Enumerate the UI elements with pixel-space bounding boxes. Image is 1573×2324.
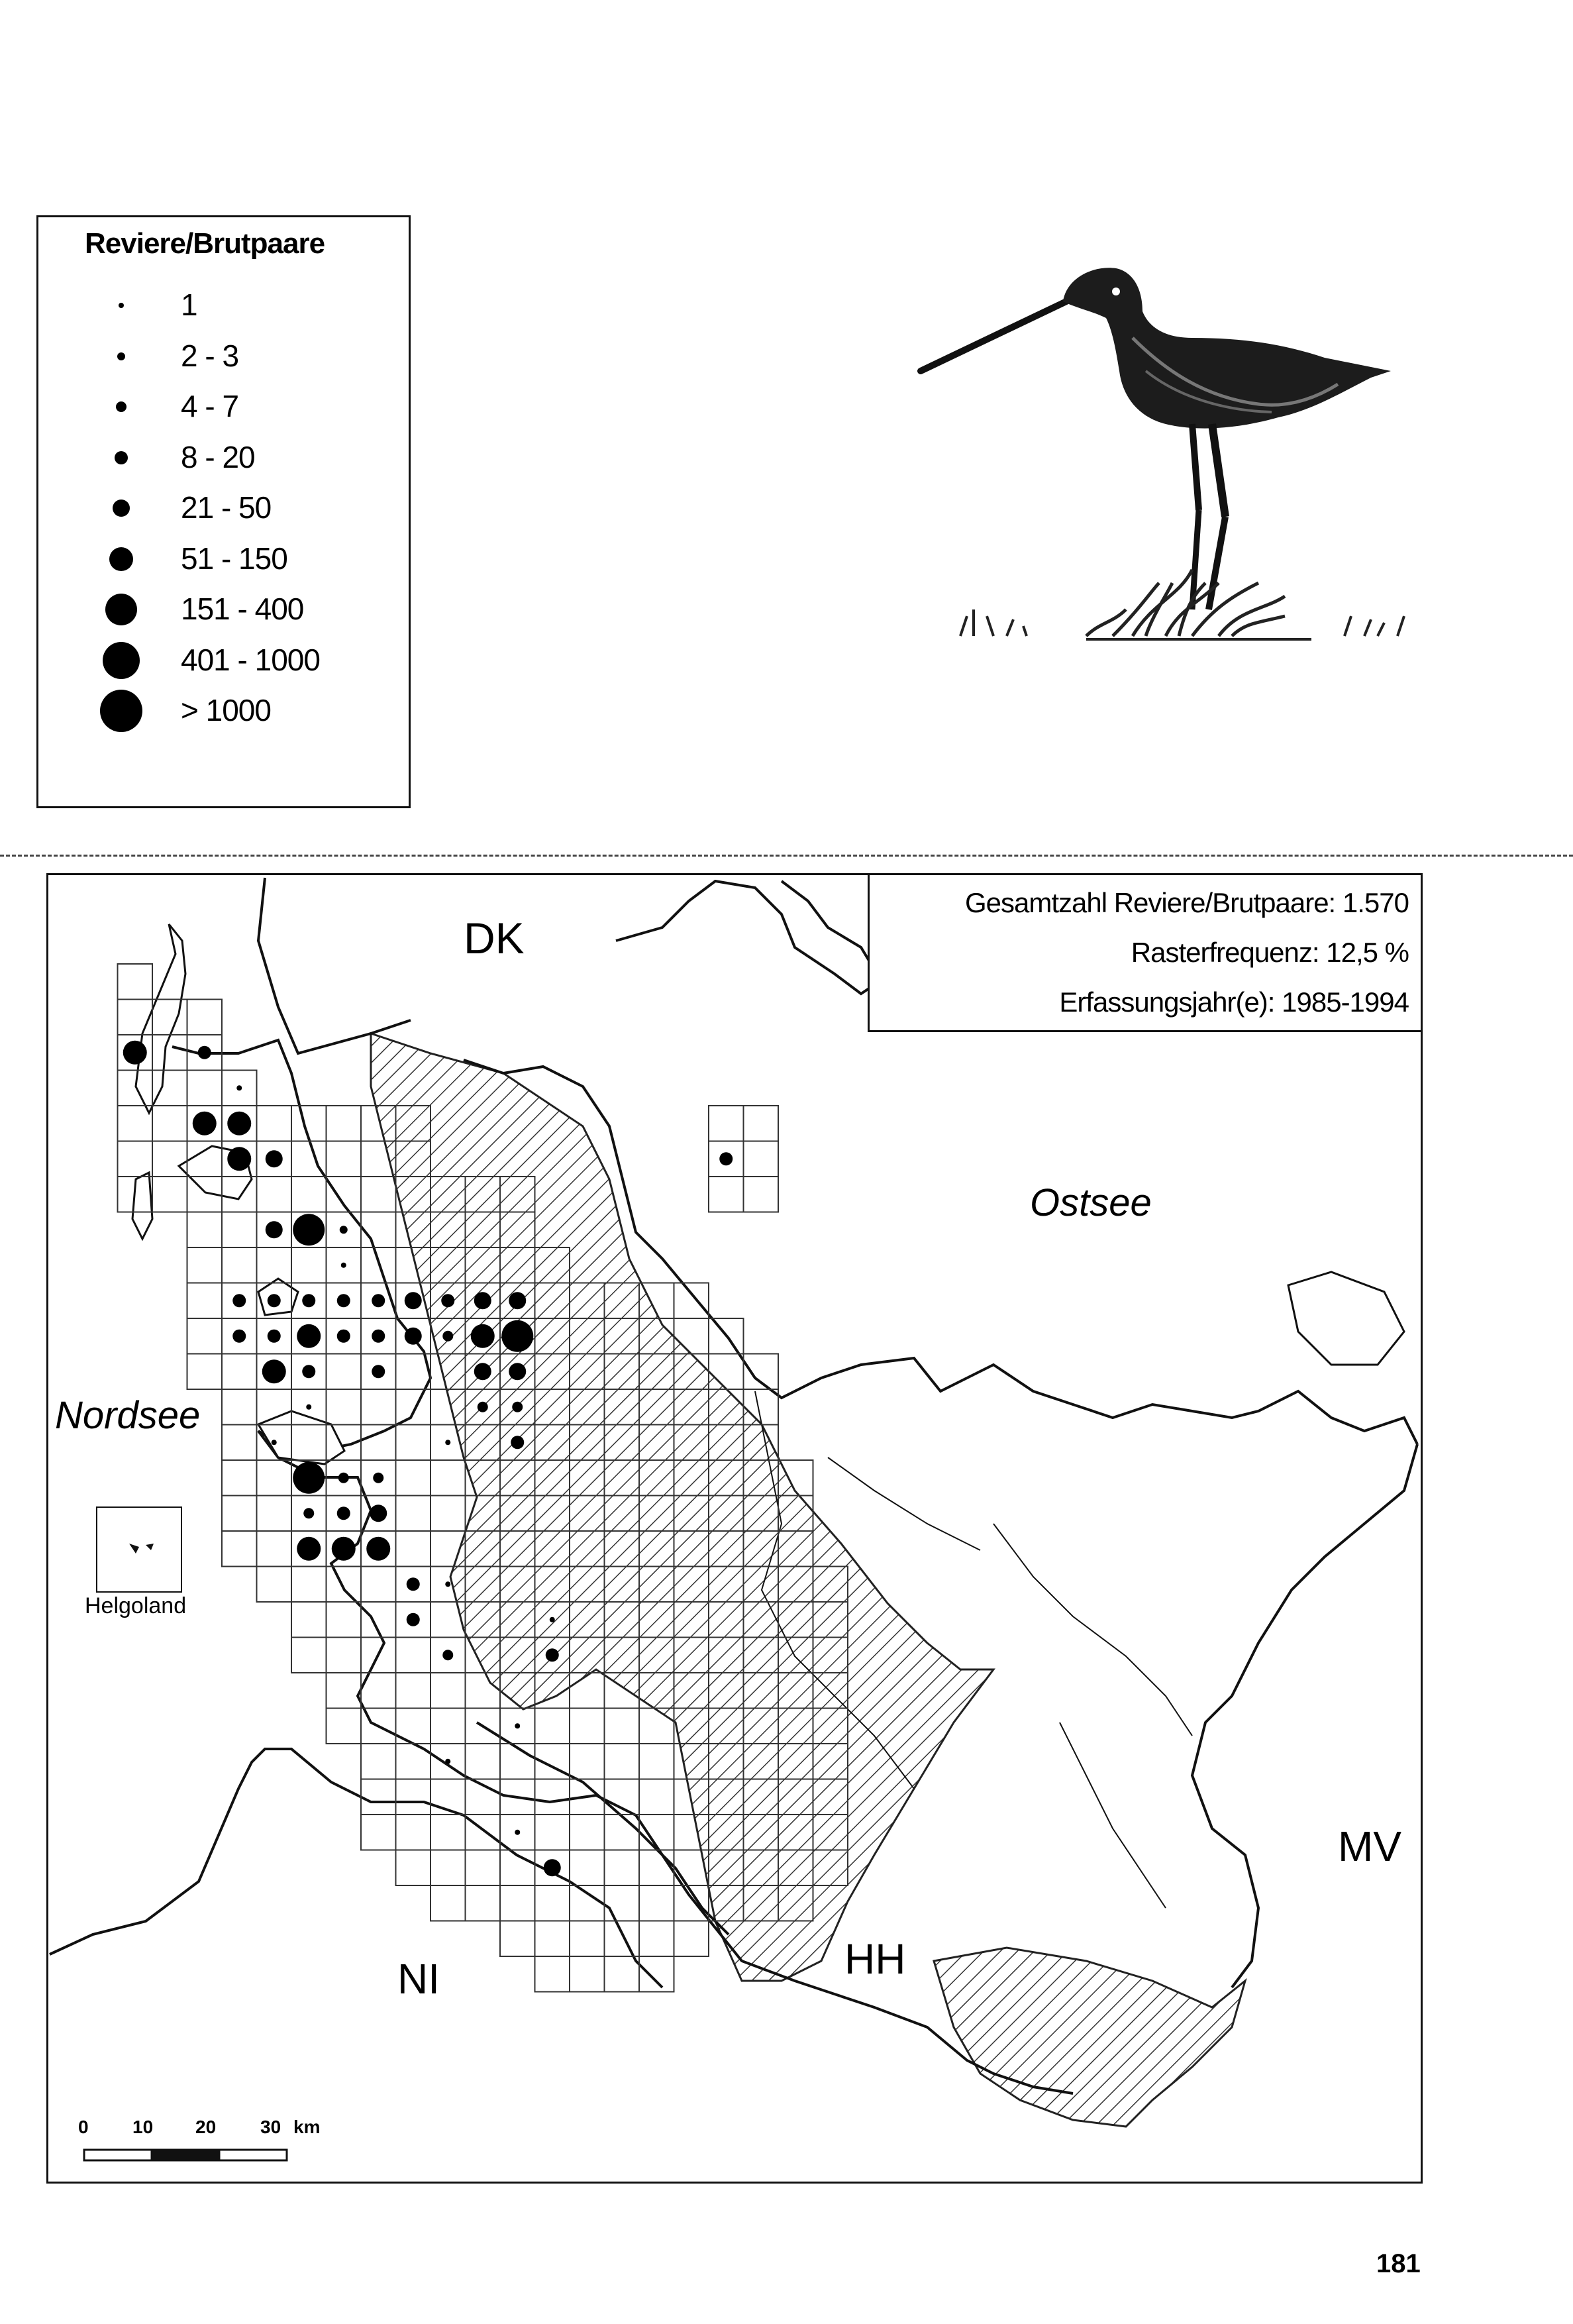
observation-dot (719, 1152, 733, 1165)
grid-cell (535, 1921, 570, 1957)
grid-cell (570, 1956, 605, 1992)
grid-cell (535, 1815, 570, 1850)
grid-cell (327, 1638, 362, 1673)
scale-tick-30: 30 (260, 2117, 281, 2137)
observation-dot (227, 1112, 251, 1136)
observation-dot (445, 1440, 450, 1445)
danish-border (258, 878, 411, 1053)
grid-cell (605, 1744, 640, 1779)
grid-cell (466, 1744, 501, 1779)
observation-dot (337, 1506, 350, 1520)
grid-cell (222, 1425, 257, 1461)
sylt-island (136, 924, 185, 1113)
observation-dot (268, 1294, 281, 1307)
grid-cell (535, 1779, 570, 1815)
observation-dot (471, 1324, 495, 1348)
grid-cell (187, 1354, 223, 1390)
grid-cell (605, 1885, 640, 1921)
observation-dot (227, 1147, 251, 1171)
legend-title: Reviere/Brutpaare (85, 227, 325, 260)
observation-dot (266, 1221, 283, 1238)
grid-cell (361, 1212, 396, 1248)
grid-cell (152, 1106, 187, 1141)
observation-dot (509, 1363, 526, 1380)
grid-cell (639, 1779, 674, 1815)
grid-cell (639, 1921, 674, 1957)
legend-label: 401 - 1000 (181, 642, 320, 677)
observation-dot (405, 1328, 422, 1345)
observation-dot (501, 1320, 533, 1352)
observation-dot (474, 1292, 491, 1309)
observation-dot (232, 1330, 246, 1343)
grid-cell (570, 1815, 605, 1850)
survey-years: Erfassungsjahr(e): 1985-1994 (1059, 986, 1409, 1018)
grid-cell (396, 1460, 431, 1496)
grid-cell (222, 1247, 257, 1283)
geest-hatched-area-east (934, 1948, 1245, 2127)
legend-label: 1 (181, 288, 197, 322)
grid-cell (257, 1567, 292, 1603)
grid-cell (570, 1921, 605, 1957)
observation-dot (407, 1613, 420, 1626)
grid-cell (674, 1283, 709, 1319)
grid-cell (361, 1779, 396, 1815)
grid-cell (291, 1602, 327, 1638)
observation-dot (370, 1505, 387, 1522)
grid-cell (431, 1496, 466, 1532)
grid-cell (466, 1850, 501, 1886)
grid-cell (570, 1850, 605, 1886)
grid-cell (327, 1709, 362, 1744)
legend-label: 151 - 400 (181, 592, 304, 626)
legend-label: 21 - 50 (181, 490, 272, 525)
observation-dot (372, 1365, 385, 1378)
grid-cell (431, 1460, 466, 1496)
amrum-island (132, 1173, 152, 1239)
grid-cell (466, 1885, 501, 1921)
total-count: Gesamtzahl Reviere/Brutpaare: 1.570 (964, 887, 1409, 918)
grid-cell (396, 1425, 431, 1461)
observation-dot (338, 1473, 349, 1483)
observation-dot (272, 1440, 277, 1445)
observation-dot (511, 1436, 524, 1449)
observation-dot (337, 1294, 350, 1307)
observation-dot (302, 1294, 315, 1307)
observation-dot (372, 1294, 385, 1307)
scale-tick-0: 0 (78, 2117, 89, 2137)
observation-dot (405, 1292, 422, 1309)
grid-cell (396, 1389, 431, 1425)
grid-cell (500, 1885, 535, 1921)
label-dk: DK (464, 914, 525, 963)
grid-cell (291, 1567, 327, 1603)
grid-cell (327, 1141, 362, 1177)
observation-dot (332, 1537, 356, 1561)
grid-frequency: Rasterfrequenz: 12,5 % (1131, 937, 1409, 968)
observation-dot (268, 1330, 281, 1343)
grid-cell (605, 1815, 640, 1850)
grid-cell (396, 1815, 431, 1850)
observation-dot (441, 1294, 454, 1307)
grid-cell (222, 1460, 257, 1496)
grid-cell (222, 1531, 257, 1567)
observation-dot (474, 1363, 491, 1380)
observation-dot (297, 1537, 321, 1561)
observation-dot (445, 1759, 450, 1764)
observation-dot (512, 1402, 523, 1412)
grid-cell (361, 1567, 396, 1603)
grid-cell (187, 1071, 223, 1106)
grid-cell (291, 1177, 327, 1212)
grid-cell (291, 1638, 327, 1673)
label-ni: NI (397, 1955, 440, 2003)
observation-dot (293, 1214, 325, 1245)
grid-cell (396, 1850, 431, 1886)
grid-cell (639, 1956, 674, 1992)
grid-cell (327, 1354, 362, 1390)
grid-cell (605, 1850, 640, 1886)
observation-dot (509, 1292, 526, 1309)
grid-cell (187, 1283, 223, 1319)
observation-dot (515, 1830, 520, 1835)
grid-cell (152, 1141, 187, 1177)
grid-cell (431, 1885, 466, 1921)
grid-cell (118, 964, 153, 1000)
observation-dot (515, 1723, 520, 1728)
ni-coast (50, 1749, 662, 1987)
observation-dot (198, 1046, 211, 1059)
grid-cell (222, 1212, 257, 1248)
eiderstedt-peninsula (258, 1411, 344, 1464)
observation-dot (373, 1473, 383, 1483)
observation-dot (546, 1648, 559, 1662)
scale-unit: km (293, 2117, 321, 2137)
observation-dot (442, 1650, 453, 1660)
grid-cell (639, 1885, 674, 1921)
grid-cell (361, 1815, 396, 1850)
grid-cell (605, 1921, 640, 1957)
observation-dot (262, 1359, 286, 1383)
grid-cell (500, 1921, 535, 1957)
grid-cell (187, 1000, 223, 1035)
label-nordsee: Nordsee (55, 1394, 201, 1437)
grid-cell (535, 1956, 570, 1992)
observation-dot (303, 1508, 314, 1518)
grid-cell (291, 1247, 327, 1283)
grid-cell (187, 1247, 223, 1283)
observation-dot (544, 1859, 561, 1876)
grid-cell (257, 1496, 292, 1532)
helgoland-inset (97, 1507, 181, 1592)
scale-tick-10: 10 (132, 2117, 154, 2137)
grid-cell (605, 1709, 640, 1744)
scale-tick-20: 20 (195, 2117, 217, 2137)
scale-bar (84, 2150, 287, 2160)
grid-cell (187, 1318, 223, 1354)
grid-cell (187, 1212, 223, 1248)
grid-cell (396, 1531, 431, 1567)
grid-cell (570, 1885, 605, 1921)
observation-dot (232, 1294, 246, 1307)
label-mv: MV (1338, 1822, 1401, 1870)
observation-dot (266, 1150, 283, 1167)
grid-cell (222, 1354, 257, 1390)
grid-cell (361, 1744, 396, 1779)
grid-cell (396, 1673, 431, 1709)
observation-dot (366, 1537, 390, 1561)
grid-cell (327, 1567, 362, 1603)
grid-cell (327, 1389, 362, 1425)
grid-cell (431, 1673, 466, 1709)
fehmarn-island (1288, 1272, 1404, 1365)
observation-dot (478, 1402, 488, 1412)
legend-label: 51 - 150 (181, 541, 287, 576)
grid-cell (744, 1106, 779, 1141)
grid-cell (744, 1177, 779, 1212)
grid-cell (361, 1389, 396, 1425)
grid-cell (327, 1106, 362, 1141)
observation-dot (297, 1324, 321, 1348)
observation-dot (442, 1331, 453, 1342)
grid-cell (605, 1956, 640, 1992)
legend-label: > 1000 (181, 693, 271, 727)
grid-cell (118, 1141, 153, 1177)
grid-cell (570, 1744, 605, 1779)
grid-cell (396, 1496, 431, 1532)
observation-dot (407, 1577, 420, 1591)
grid-cell (257, 1460, 292, 1496)
grid-cell (327, 1602, 362, 1638)
grid-cell (396, 1638, 431, 1673)
grid-cell (361, 1425, 396, 1461)
grid-cell (674, 1921, 709, 1957)
grid-cell (152, 1177, 187, 1212)
observation-dot (236, 1085, 242, 1090)
observation-dot (372, 1330, 385, 1343)
grid-cell (327, 1673, 362, 1709)
grid-cell (222, 1496, 257, 1532)
grid-cell (431, 1850, 466, 1886)
legend-label: 2 - 3 (181, 338, 239, 373)
observation-dot (293, 1462, 325, 1494)
label-helgoland: Helgoland (85, 1593, 187, 1618)
observation-dot (123, 1041, 147, 1065)
stats-box (868, 873, 1423, 1032)
observation-dot (193, 1112, 217, 1136)
legend-label: 8 - 20 (181, 439, 255, 474)
legend-label: 4 - 7 (181, 389, 239, 423)
grid-cell (257, 1247, 292, 1283)
danish-coast (616, 881, 881, 994)
grid-cell (257, 1106, 292, 1141)
grid-cell (257, 1177, 292, 1212)
grid-cell (535, 1709, 570, 1744)
label-hh: HH (844, 1935, 906, 1983)
grid-cell (431, 1709, 466, 1744)
observation-dot (341, 1263, 346, 1268)
grid-cell (361, 1177, 396, 1212)
grid-cell (257, 1531, 292, 1567)
grid-cell (222, 1389, 257, 1425)
grid-cell (396, 1779, 431, 1815)
grid-cell (639, 1744, 674, 1779)
observation-dot (550, 1617, 555, 1622)
observation-dot (302, 1365, 315, 1378)
grid-cell (639, 1850, 674, 1886)
observation-dot (445, 1581, 450, 1587)
observation-dot (340, 1226, 348, 1234)
observation-dot (306, 1404, 311, 1410)
page-number: 181 (1376, 2249, 1421, 2278)
grid-cell (744, 1141, 779, 1177)
grid-cell (431, 1815, 466, 1850)
observation-dot (337, 1330, 350, 1343)
grid-cell (535, 1885, 570, 1921)
grid-cell (570, 1709, 605, 1744)
grid-cell (709, 1177, 744, 1212)
ostsee-coast-south (1192, 1444, 1417, 1987)
label-ostsee: Ostsee (1030, 1181, 1152, 1224)
grid-cell (709, 1106, 744, 1141)
